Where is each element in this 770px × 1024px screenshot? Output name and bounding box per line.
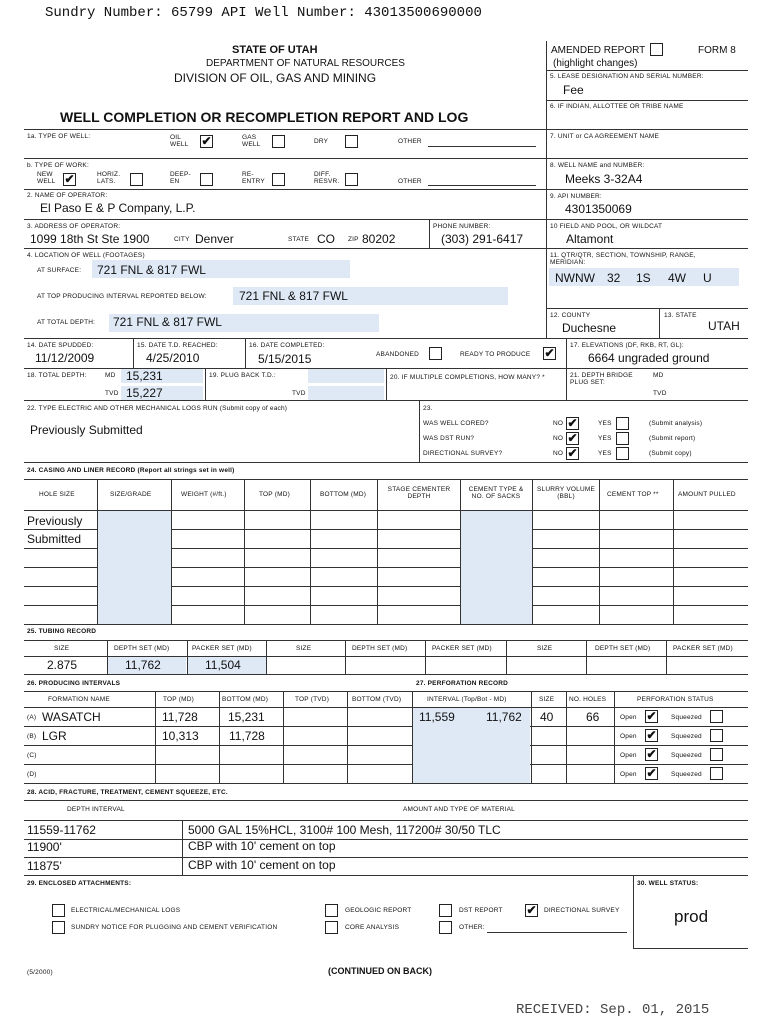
col-weight: WEIGHT (#/ft.) bbox=[181, 491, 227, 498]
tubing-col-depth-2: DEPTH SET (MD) bbox=[352, 645, 408, 652]
ready-label: READY TO PRODUCE bbox=[460, 351, 531, 358]
diff-resvr-checkbox[interactable] bbox=[345, 173, 358, 186]
submit-analysis-note: (Submit analysis) bbox=[649, 420, 703, 427]
perf-d-squeezed-label: Squeezed bbox=[671, 771, 702, 778]
col-amount-material: AMOUNT AND TYPE OF MATERIAL bbox=[403, 806, 515, 813]
meridian-value: U bbox=[703, 271, 712, 285]
treatment-depth-2: 11900' bbox=[27, 840, 62, 854]
oil-well-checkbox[interactable]: ✔ bbox=[201, 134, 212, 148]
perf-b-squeezed-checkbox[interactable] bbox=[710, 729, 723, 742]
well-status-value: prod bbox=[674, 907, 709, 926]
cored-yes-checkbox[interactable] bbox=[616, 417, 629, 430]
state-addr-value: CO bbox=[317, 232, 335, 246]
elec-logs-checkbox[interactable] bbox=[52, 904, 65, 917]
row-a-formation: WASATCH bbox=[42, 710, 101, 724]
other-well-label: OTHER bbox=[398, 138, 422, 145]
td-md-value: 15,231 bbox=[126, 369, 163, 383]
casing-row-1-value: Previously bbox=[27, 514, 83, 528]
cored-no-label: NO bbox=[553, 420, 564, 427]
dry-checkbox[interactable] bbox=[345, 135, 358, 148]
diff-resvr-label: DIFF. RESVR. bbox=[314, 171, 340, 185]
row-b-key: (B) bbox=[27, 733, 37, 740]
perf-c-open-checkbox[interactable]: ✔ bbox=[646, 747, 657, 761]
api-number-value: 4301350069 bbox=[565, 202, 632, 216]
dir-survey-checkbox[interactable]: ✔ bbox=[526, 903, 537, 917]
tubing-col-packer-3: PACKER SET (MD) bbox=[673, 645, 733, 652]
date-completed-label: 16. DATE COMPLETED: bbox=[249, 342, 325, 349]
directional-survey-label: DIRECTIONAL SURVEY? bbox=[423, 450, 503, 457]
field-pool-value: Altamont bbox=[566, 232, 614, 246]
col-stage-cementer: STAGE CEMENTER DEPTH bbox=[387, 486, 451, 500]
api-number-label: 9. API NUMBER: bbox=[550, 193, 602, 200]
logs-run-label: 22. TYPE ELECTRIC AND OTHER MECHANICAL LOGS RUN (Submit copy of each) bbox=[27, 405, 288, 412]
col-perf-size: SIZE bbox=[539, 696, 555, 703]
treatment-material-1: 5000 GAL 15%HCL, 3100# 100 Mesh, 117200# 30/50 TLC bbox=[188, 823, 501, 837]
perf-interval-top: 11,559 bbox=[419, 710, 455, 724]
col-hole-size: HOLE SIZE bbox=[39, 491, 75, 498]
zip-label: ZIP bbox=[348, 236, 359, 243]
perf-a-squeezed-label: Squeezed bbox=[671, 714, 702, 721]
td-md-label: MD bbox=[105, 372, 116, 379]
state-title: STATE OF UTAH bbox=[232, 44, 318, 56]
division-name: DIVISION OF OIL, GAS AND MINING bbox=[174, 71, 377, 85]
cored-yes-label: YES bbox=[598, 420, 612, 427]
row-b-formation: LGR bbox=[42, 729, 67, 743]
date-td-label: 15. DATE T.D. REACHED: bbox=[137, 342, 218, 349]
casing-record-title: 24. CASING AND LINER RECORD (Report all strings set in well) bbox=[27, 467, 235, 474]
state-value: UTAH bbox=[708, 319, 740, 333]
attachments-title: 29. ENCLOSED ATTACHMENTS: bbox=[27, 880, 132, 887]
col-amount-pulled: AMOUNT PULLED bbox=[678, 491, 736, 498]
dst-run-label: WAS DST RUN? bbox=[423, 435, 475, 442]
perf-d-open-checkbox[interactable]: ✔ bbox=[646, 766, 657, 780]
multiple-completions-label: 20. IF MULTIPLE COMPLETIONS, HOW MANY? * bbox=[390, 374, 545, 381]
city-label: CITY bbox=[174, 236, 190, 243]
top-interval-value: 721 FNL & 817 FWL bbox=[239, 289, 348, 303]
well-name-label: 8. WELL NAME and NUMBER: bbox=[550, 162, 645, 169]
amended-report-label: AMENDED REPORT bbox=[551, 45, 646, 56]
lease-designation-label: 5. LEASE DESIGNATION AND SERIAL NUMBER: bbox=[550, 73, 704, 80]
tubing-col-size-3: SIZE bbox=[537, 645, 553, 652]
perf-b-open-label: Open bbox=[620, 733, 637, 740]
reentry-label: RE-ENTRY bbox=[242, 171, 265, 185]
oil-well-label: OIL WELL bbox=[170, 134, 189, 148]
bridge-tvd-label: TVD bbox=[653, 390, 667, 397]
tubing-col-size-1: SIZE bbox=[54, 645, 70, 652]
at-surface-value: 721 FNL & 817 FWL bbox=[97, 263, 206, 277]
gas-well-label: GAS WELL bbox=[242, 134, 261, 148]
col-size-grade: SIZE/GRADE bbox=[110, 491, 152, 498]
perf-c-open-label: Open bbox=[620, 752, 637, 759]
dry-label: DRY bbox=[314, 138, 329, 145]
treatment-material-2: CBP with 10' cement on top bbox=[188, 839, 336, 853]
geologic-report-checkbox[interactable] bbox=[325, 904, 338, 917]
dst-report-checkbox[interactable] bbox=[439, 904, 452, 917]
state-addr-label: STATE bbox=[288, 236, 309, 243]
zip-value: 80202 bbox=[362, 232, 396, 246]
phone-value: (303) 291-6417 bbox=[441, 232, 524, 246]
sundry-number-header: Sundry Number: 65799 API Well Number: 43013500690000 bbox=[45, 5, 482, 21]
abandoned-checkbox[interactable] bbox=[429, 347, 442, 360]
deepen-label: DEEP-EN bbox=[170, 171, 191, 185]
perf-a-open-label: Open bbox=[620, 714, 637, 721]
plug-back-tvd-label: TVD bbox=[292, 390, 306, 397]
amended-report-checkbox[interactable] bbox=[650, 43, 663, 56]
treatment-material-3: CBP with 10' cement on top bbox=[188, 858, 336, 872]
tubing-col-packer-2: PACKER SET (MD) bbox=[432, 645, 492, 652]
row-a-top: 11,728 bbox=[162, 710, 198, 724]
perf-interval-bottom: 11,762 bbox=[486, 710, 522, 724]
col-interval-bottom-tvd: BOTTOM (TVD) bbox=[352, 696, 402, 703]
dir-survey-label: DIRECTIONAL SURVEY bbox=[544, 907, 620, 914]
well-cored-label: WAS WELL CORED? bbox=[423, 420, 489, 427]
total-depth-loc-label: AT TOTAL DEPTH: bbox=[37, 319, 96, 326]
tubing-packer-value: 11,504 bbox=[205, 658, 241, 672]
section-value: 32 bbox=[607, 271, 621, 285]
treatment-depth-1: 11559-11762 bbox=[27, 823, 96, 837]
tubing-size-value: 2.875 bbox=[47, 658, 78, 672]
acid-fracture-title: 28. ACID, FRACTURE, TREATMENT, CEMENT SQUEEZE, ETC. bbox=[27, 789, 228, 796]
td-tvd-value: 15,227 bbox=[126, 386, 163, 400]
casing-row-2-value: Submitted bbox=[27, 532, 82, 546]
col-depth-interval: DEPTH INTERVAL bbox=[67, 806, 125, 813]
top-interval-label: AT TOP PRODUCING INTERVAL REPORTED BELOW: bbox=[37, 293, 207, 300]
sundry-notice-label: SUNDRY NOTICE FOR PLUGGING AND CEMENT VERIFICATION bbox=[71, 924, 278, 931]
tubing-col-depth-1: DEPTH SET (MD) bbox=[114, 645, 170, 652]
col-interval-bottom-md: BOTTOM (MD) bbox=[222, 696, 269, 703]
col-formation-name: FORMATION NAME bbox=[48, 696, 110, 703]
row-b-top: 10,313 bbox=[162, 729, 199, 743]
perf-a-squeezed-checkbox[interactable] bbox=[710, 710, 723, 723]
cored-no-checkbox[interactable]: ✔ bbox=[567, 416, 578, 430]
col-perf-holes: NO. HOLES bbox=[569, 696, 607, 703]
dir-yes-label: YES bbox=[598, 450, 612, 457]
well-name-value: Meeks 3-32A4 bbox=[565, 172, 643, 186]
plug-back-label: 19. PLUG BACK T.D.: bbox=[209, 372, 276, 379]
other-work-label: OTHER bbox=[398, 178, 422, 185]
date-completed-value: 5/15/2015 bbox=[258, 352, 312, 366]
elevations-value: 6664 ungraded ground bbox=[588, 351, 710, 365]
new-well-checkbox[interactable]: ✔ bbox=[64, 172, 75, 186]
perf-holes-value: 66 bbox=[586, 710, 600, 724]
continued-on-back: (CONTINUED ON BACK) bbox=[328, 966, 432, 976]
state-label: 13. STATE bbox=[664, 312, 697, 319]
field-pool-label: 10 FIELD AND POOL, OR WILDCAT bbox=[550, 223, 663, 230]
perf-b-open-checkbox[interactable]: ✔ bbox=[646, 728, 657, 742]
other-attach-label: OTHER: bbox=[459, 924, 485, 931]
col-cement-type: CEMENT TYPE & NO. OF SACKS bbox=[468, 486, 524, 500]
row-a-key: (A) bbox=[27, 714, 37, 721]
col-perf-interval: INTERVAL (Top/Bot - MD) bbox=[427, 696, 507, 703]
dst-no-label: NO bbox=[553, 435, 564, 442]
indian-allottee-label: 6. IF INDIAN, ALLOTTEE OR TRIBE NAME bbox=[550, 103, 684, 110]
range-value: 4W bbox=[668, 271, 686, 285]
perf-d-squeezed-checkbox[interactable] bbox=[710, 767, 723, 780]
dst-yes-checkbox[interactable] bbox=[616, 432, 629, 445]
producing-intervals-title: 26. PRODUCING INTERVALS bbox=[27, 680, 121, 687]
td-tvd-label: TVD bbox=[105, 390, 119, 397]
dir-yes-checkbox[interactable] bbox=[616, 447, 629, 460]
elec-logs-label: ELECTRICAL/MECHANICAL LOGS bbox=[71, 907, 181, 914]
ready-checkbox[interactable]: ✔ bbox=[544, 346, 555, 360]
well-status-label: 30. WELL STATUS: bbox=[637, 880, 699, 887]
date-spudded-value: 11/12/2009 bbox=[35, 351, 95, 365]
date-td-value: 4/25/2010 bbox=[146, 351, 200, 365]
county-label: 12. COUNTY bbox=[550, 312, 591, 319]
core-analysis-checkbox[interactable] bbox=[325, 921, 338, 934]
address-label: 3. ADDRESS OF OPERATOR: bbox=[27, 223, 121, 230]
perf-c-squeezed-checkbox[interactable] bbox=[710, 748, 723, 761]
operator-value: El Paso E & P Company, L.P. bbox=[40, 201, 196, 215]
row-a-bottom: 15,231 bbox=[228, 710, 265, 724]
bridge-plug-label: 21. DEPTH BRIDGE PLUG SET: bbox=[570, 372, 633, 386]
perf-c-squeezed-label: Squeezed bbox=[671, 752, 702, 759]
reentry-checkbox[interactable] bbox=[272, 173, 285, 186]
sundry-notice-checkbox[interactable] bbox=[52, 921, 65, 934]
unit-agreement-label: 7. UNIT or CA AGREEMENT NAME bbox=[550, 133, 660, 140]
other-attach-checkbox[interactable] bbox=[439, 921, 452, 934]
elevations-label: 17. ELEVATIONS (DF, RKB, RT, GL): bbox=[570, 342, 684, 349]
new-well-label: NEW WELL bbox=[37, 171, 56, 185]
perf-b-squeezed-label: Squeezed bbox=[671, 733, 702, 740]
abandoned-label: ABANDONED bbox=[376, 351, 419, 358]
type-of-work-label: b. TYPE OF WORK: bbox=[27, 162, 89, 169]
tubing-col-packer-1: PACKER SET (MD) bbox=[192, 645, 252, 652]
qtr-value: NWNW bbox=[555, 271, 595, 285]
tubing-col-depth-3: DEPTH SET (MD) bbox=[595, 645, 651, 652]
horiz-checkbox[interactable] bbox=[130, 173, 143, 186]
horiz-label: HORIZ. LATS. bbox=[97, 171, 121, 185]
form-number: FORM 8 bbox=[698, 45, 736, 56]
core-analysis-label: CORE ANALYSIS bbox=[345, 924, 400, 931]
col-perf-status: PERFORATION STATUS bbox=[637, 696, 714, 703]
col-bottom-md: BOTTOM (MD) bbox=[320, 491, 367, 498]
col-interval-top-tvd: TOP (TVD) bbox=[295, 696, 330, 703]
report-title: WELL COMPLETION OR RECOMPLETION REPORT AND LOG bbox=[60, 109, 469, 125]
col-top-md: TOP (MD) bbox=[259, 491, 290, 498]
dst-report-label: DST REPORT bbox=[459, 907, 503, 914]
total-depth-label: 18. TOTAL DEPTH: bbox=[27, 372, 87, 379]
logs-run-value: Previously Submitted bbox=[30, 423, 143, 437]
total-depth-loc-value: 721 FNL & 817 FWL bbox=[113, 315, 222, 329]
submit-report-note: (Submit report) bbox=[649, 435, 696, 442]
perforation-record-title: 27. PERFORATION RECORD bbox=[416, 680, 509, 687]
address-value: 1099 18th St Ste 1900 bbox=[30, 232, 150, 246]
col-interval-top-md: TOP (MD) bbox=[163, 696, 194, 703]
dst-yes-label: YES bbox=[598, 435, 612, 442]
col-cement-top: CEMENT TOP ** bbox=[607, 491, 659, 498]
township-value: 1S bbox=[636, 271, 651, 285]
deepen-checkbox[interactable] bbox=[200, 173, 213, 186]
county-value: Duchesne bbox=[562, 321, 617, 335]
treatment-depth-3: 11875' bbox=[27, 859, 62, 873]
tubing-col-size-2: SIZE bbox=[296, 645, 312, 652]
bridge-md-label: MD bbox=[653, 372, 664, 379]
tubing-depth-value: 11,762 bbox=[125, 658, 161, 672]
dir-no-label: NO bbox=[553, 450, 564, 457]
dst-no-checkbox[interactable]: ✔ bbox=[567, 431, 578, 445]
form-revision: (5/2000) bbox=[27, 969, 53, 976]
row-d-key: (D) bbox=[27, 771, 37, 778]
gas-well-checkbox[interactable] bbox=[272, 135, 285, 148]
row-c-key: (C) bbox=[27, 752, 37, 759]
perf-d-open-label: Open bbox=[620, 771, 637, 778]
col-slurry: SLURRY VOLUME (BBL) bbox=[537, 486, 595, 500]
department-name: DEPARTMENT OF NATURAL RESOURCES bbox=[206, 58, 405, 69]
at-surface-label: AT SURFACE: bbox=[37, 267, 82, 274]
qtr-section-label: 11. QTR/QTR, SECTION, TOWNSHIP, RANGE, MERIDIAN: bbox=[550, 252, 696, 266]
dir-no-checkbox[interactable]: ✔ bbox=[567, 446, 578, 460]
location-label: 4. LOCATION OF WELL (FOOTAGES) bbox=[27, 252, 145, 259]
geologic-report-label: GEOLOGIC REPORT bbox=[345, 907, 412, 914]
perf-a-open-checkbox[interactable]: ✔ bbox=[646, 709, 657, 723]
perf-size-value: 40 bbox=[540, 710, 554, 724]
lease-designation-value: Fee bbox=[563, 83, 584, 97]
submit-copy-note: (Submit copy) bbox=[649, 450, 692, 457]
phone-label: PHONE NUMBER: bbox=[433, 223, 491, 230]
highlight-changes-note: (highlight changes) bbox=[553, 58, 638, 69]
operator-label: 2. NAME OF OPERATOR: bbox=[27, 192, 108, 199]
row-b-bottom: 11,728 bbox=[229, 729, 265, 743]
type-of-well-label: 1a. TYPE OF WELL: bbox=[27, 133, 91, 140]
received-stamp: RECEIVED: Sep. 01, 2015 bbox=[516, 1002, 710, 1018]
city-value: Denver bbox=[195, 232, 234, 246]
tubing-record-title: 25. TUBING RECORD bbox=[27, 628, 97, 635]
date-spudded-label: 14. DATE SPUDDED: bbox=[27, 342, 94, 349]
item-23-label: 23. bbox=[423, 405, 433, 412]
